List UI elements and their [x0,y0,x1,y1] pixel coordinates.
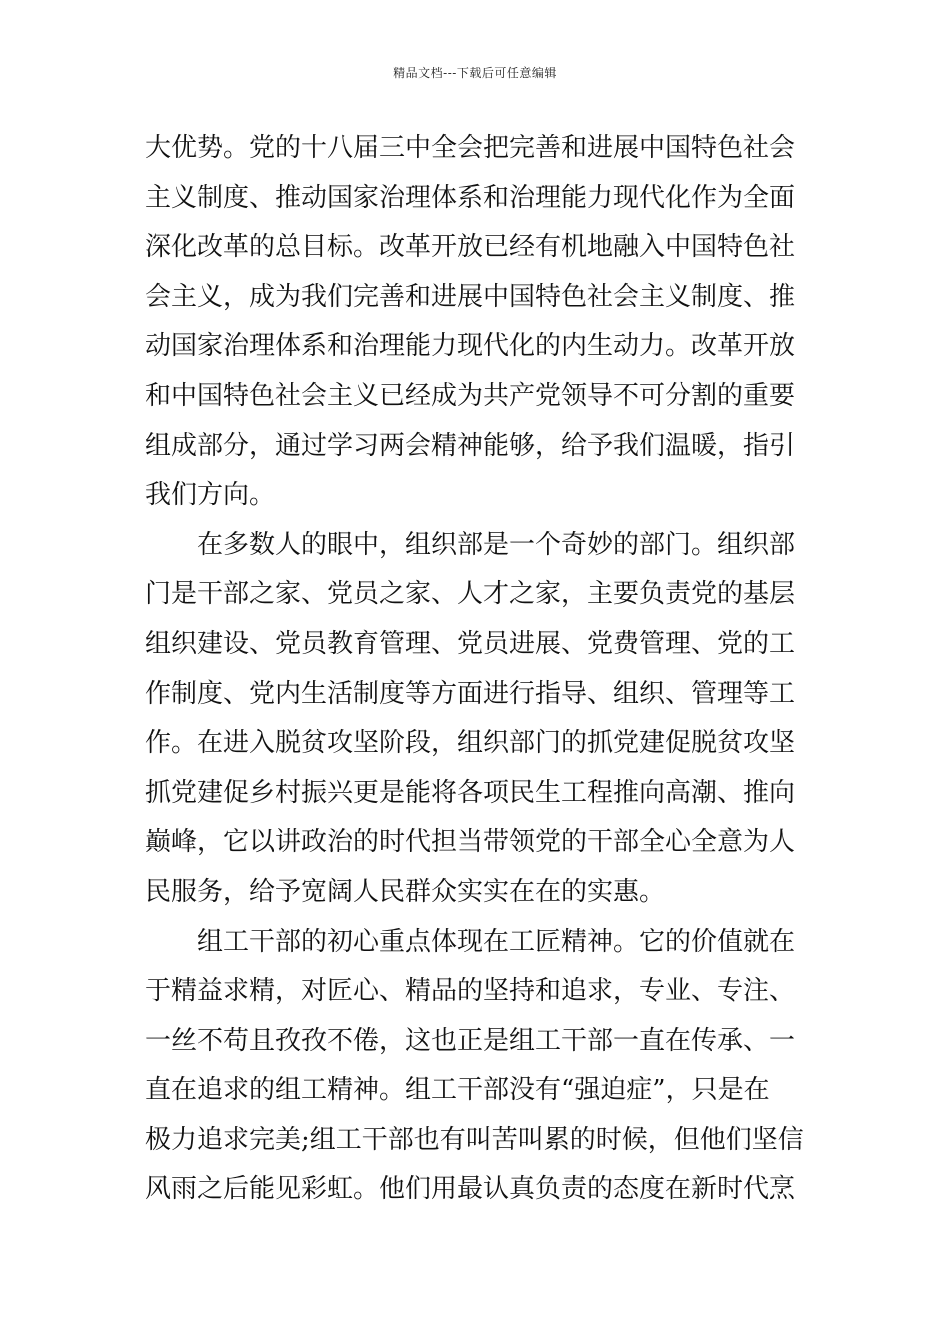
text-line: 门是干部之家、党员之家、人才之家，主要负责党的基层 [145,579,796,610]
text-line: 动国家治理体系和治理能力现代化的内生动力。改革开放 [145,331,796,362]
paragraph-start-line: 在多数人的眼中，组织部是一个奇妙的部门。组织部 [197,529,796,560]
text-line: 一丝不苟且孜孜不倦，这也正是组工干部一直在传承、一 [145,1025,796,1056]
text-line: 直在追求的组工精神。组工干部没有“强迫症”，只是在 [145,1075,770,1106]
document-body [145,124,815,1215]
text-line: 和中国特色社会主义已经成为共产党领导不可分割的重要 [145,380,796,411]
text-line: 会主义，成为我们完善和进展中国特色社会主义制度、推 [145,281,796,312]
text-line: 我们方向。 [145,480,276,511]
text-line: 深化改革的总目标。改革开放已经有机地融入中国特色社 [145,232,796,263]
text-line: 作制度、党内生活制度等方面进行指导、组织、管理等工 [145,678,796,709]
text-line: 组成部分，通过学习两会精神能够，给予我们温暖，指引 [145,430,796,461]
text-line: 主义制度、推动国家治理体系和治理能力现代化作为全面 [145,182,796,213]
text-line: 组织建设、党员教育管理、党员进展、党费管理、党的工 [145,628,796,659]
text-line: 大优势。党的十八届三中全会把完善和进展中国特色社会 [145,133,796,163]
text-line: 极力追求完美;组工干部也有叫苦叫累的时候，但他们坚信 [145,1124,804,1155]
text-line: 作。在进入脱贫攻坚阶段，组织部门的抓党建促脱贫攻坚 [145,728,796,759]
paragraph-start-line: 组工干部的初心重点体现在工匠精神。它的价值就在 [197,926,796,957]
text-line: 于精益求精，对匠心、精品的坚持和追求，专业、专注、 [145,976,796,1007]
text-line: 民服务，给予宽阔人民群众实实在在的实惠。 [145,876,666,907]
text-line: 风雨之后能见彩虹。他们用最认真负责的态度在新时代烹 [145,1174,796,1205]
text-line: 抓党建促乡村振兴更是能将各项民生工程推向高潮、推向 [145,777,796,808]
text-line: 巅峰，它以讲政治的时代担当带领党的干部全心全意为人 [145,827,796,858]
page-header: 精品文档---下载后可任意编辑 [393,66,557,80]
